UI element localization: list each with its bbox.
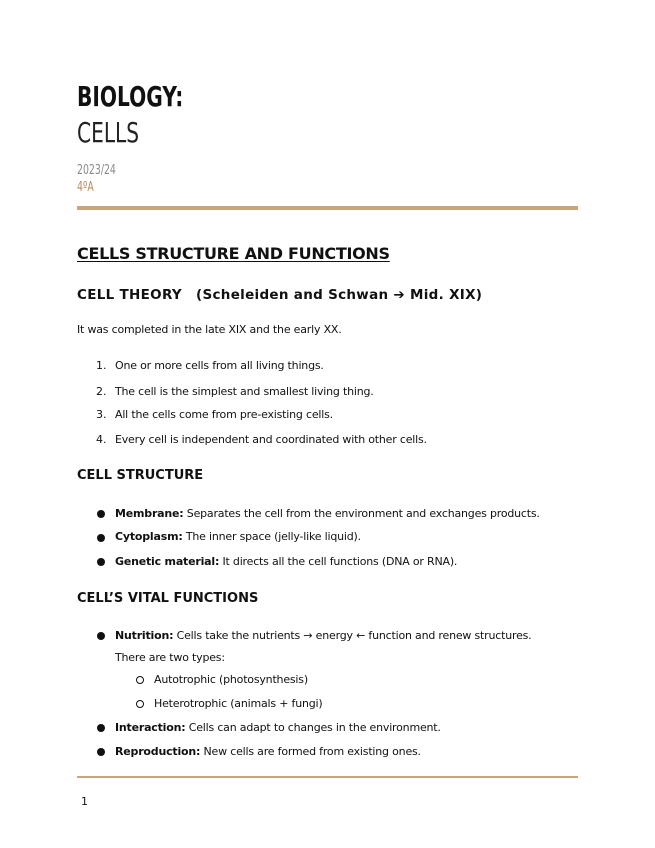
cell-theory-intro: It was completed in the late XIX and the early XX. [77, 323, 342, 336]
list-item: One or more cells from all living things. [115, 359, 324, 372]
bullet-icon [97, 558, 105, 566]
list-item [115, 628, 531, 644]
bullet-icon [97, 748, 105, 756]
bullet-icon [97, 632, 105, 640]
cell-theory-subtitle: (Scheleiden and Schwan ➔ Mid. XIX) [195, 287, 483, 303]
term-description: Separates the cell from the environment and exchanges products. [183, 507, 540, 520]
bullet-icon [97, 534, 105, 542]
page-number: 1 [81, 795, 88, 808]
cell-theory-heading [77, 286, 482, 304]
footer-divider [77, 776, 578, 778]
list-item-continuation: There are two types: [115, 651, 225, 664]
term-label: Reproduction: [115, 745, 201, 758]
vital-functions-heading: CELL’S VITAL FUNCTIONS [77, 591, 259, 606]
list-item [115, 744, 421, 760]
list-item [115, 506, 540, 522]
cell-structure-heading: CELL STRUCTURE [77, 468, 204, 483]
list-number: 4. [96, 433, 107, 446]
bullet-icon [97, 510, 105, 518]
term-label: Nutrition: [115, 629, 174, 642]
school-year: 2023/24 [77, 163, 116, 178]
class-label: 4ºA [77, 180, 94, 195]
term-label: Cytoplasm: [115, 530, 183, 543]
term-description: Cells take the nutrients → energy ← function and renew structures. [173, 629, 532, 642]
list-number: 3. [96, 408, 107, 421]
circle-bullet-icon [136, 700, 144, 708]
circle-bullet-icon [136, 676, 144, 684]
sub-list-item: Autotrophic (photosynthesis) [154, 673, 308, 686]
cell-theory-title: CELL THEORY [77, 287, 182, 303]
sub-list-item: Heterotrophic (animals + fungi) [154, 697, 323, 710]
term-description: It directs all the cell functions (DNA or RNA). [219, 555, 458, 568]
list-number: 2. [96, 385, 107, 398]
list-item: All the cells come from pre-existing cells. [115, 408, 333, 421]
bullet-icon [97, 724, 105, 732]
document-subtitle: CELLS [77, 116, 140, 149]
list-number: 1. [96, 359, 107, 372]
document-title: BIOLOGY: [77, 80, 184, 113]
term-description: Cells can adapt to changes in the environment. [185, 721, 441, 734]
term-label: Interaction: [115, 721, 186, 734]
list-item [115, 554, 457, 570]
header-divider [77, 206, 578, 210]
list-item: Every cell is independent and coordinated with other cells. [115, 433, 427, 446]
list-item [115, 529, 361, 545]
term-label: Genetic material: [115, 555, 220, 568]
section-heading: CELLS STRUCTURE AND FUNCTIONS [77, 244, 390, 263]
list-item [115, 720, 441, 736]
term-description: New cells are formed from existing ones. [200, 745, 421, 758]
list-item: The cell is the simplest and smallest living thing. [115, 385, 374, 398]
term-label: Membrane: [115, 507, 184, 520]
term-description: The inner space (jelly-like liquid). [182, 530, 361, 543]
